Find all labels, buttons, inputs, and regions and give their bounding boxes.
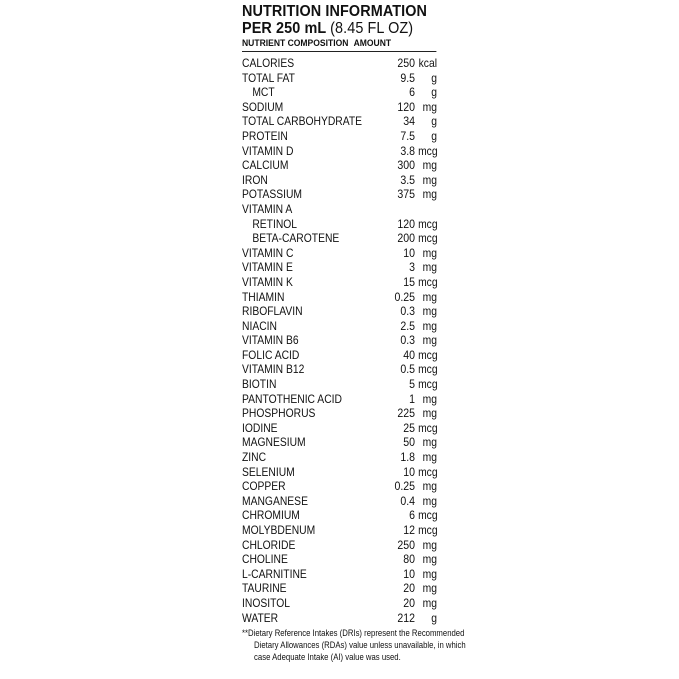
table-row: [242, 552, 437, 567]
nutrient-unit: g: [431, 70, 437, 85]
nutrient-unit: mg: [422, 172, 437, 187]
nutrient-name: PROTEIN: [242, 128, 288, 143]
nutrient-amount: 2.5: [400, 318, 415, 333]
nutrient-amount: 212: [397, 610, 415, 625]
nutrient-unit: mg: [422, 187, 437, 202]
nutrient-name: VITAMIN A: [242, 201, 293, 216]
nutrient-unit: mg: [422, 595, 437, 610]
nutrient-name: RETINOL: [252, 216, 298, 231]
table-row: [242, 129, 437, 144]
table-row: [242, 202, 437, 217]
nutrient-amount: 10: [403, 245, 415, 260]
nutrient-amount: 0.3: [400, 304, 415, 319]
nutrient-unit: mg: [422, 289, 437, 304]
table-row: [242, 217, 437, 232]
table-row: [242, 144, 437, 159]
table-row: [242, 348, 437, 363]
nutrient-unit: mcg: [418, 464, 438, 479]
nutrient-amount: 0.3: [400, 333, 415, 348]
table-row: [242, 479, 437, 494]
nutrient-name: VITAMIN D: [242, 143, 294, 158]
nutrient-amount: 120: [397, 99, 415, 114]
nutrient-name: PHOSPHORUS: [242, 406, 316, 421]
nutrient-amount: 250: [397, 537, 415, 552]
nutrient-amount: 50: [403, 435, 415, 450]
nutrient-amount: 10: [403, 566, 415, 581]
nutrient-name: CHOLINE: [242, 552, 288, 567]
nutrient-name: VITAMIN K: [242, 274, 293, 289]
nutrient-name: MOLYBDENUM: [242, 523, 316, 537]
nutrient-unit: mcg: [418, 362, 438, 377]
nutrient-unit: mg: [422, 158, 437, 173]
nutrient-unit: mg: [422, 391, 437, 406]
nutrient-amount: 40: [403, 347, 415, 362]
nutrient-unit: mcg: [418, 508, 438, 523]
column-headers: [242, 38, 436, 52]
nutrient-unit: g: [431, 128, 437, 143]
table-row: [242, 465, 437, 480]
nutrient-unit: mg: [422, 479, 437, 494]
nutrient-unit: mg: [422, 581, 437, 596]
table-row: [242, 435, 437, 450]
table-row: [242, 494, 437, 509]
nutrient-name: CHROMIUM: [242, 508, 300, 523]
nutrient-unit: mg: [422, 99, 437, 114]
nutrient-unit: [418, 202, 437, 217]
nutrient-amount: 250: [397, 56, 415, 70]
nutrient-amount: 120: [397, 216, 415, 231]
nutrient-unit: mg: [422, 260, 437, 275]
nutrient-name: ZINC: [242, 450, 267, 465]
nutrient-amount: 5: [409, 377, 415, 392]
nutrient-name: WATER: [242, 610, 279, 625]
table-row: [242, 538, 437, 553]
nutrient-amount: 6: [409, 508, 415, 523]
nutrient-unit: mcg: [418, 216, 438, 231]
nutrient-amount: [367, 202, 415, 217]
nutrient-name: VITAMIN C: [242, 245, 294, 260]
nutrient-unit: mcg: [418, 377, 438, 392]
nutrient-name: CALORIES: [242, 56, 295, 70]
table-row: [242, 158, 437, 173]
nutrient-name: CHLORIDE: [242, 537, 296, 552]
nutrient-unit: mcg: [418, 274, 438, 289]
nutrient-amount: 0.25: [394, 289, 415, 304]
nutrient-name: SELENIUM: [242, 464, 295, 479]
table-row: [242, 333, 437, 348]
table-row: [242, 406, 437, 421]
nutrient-name: FOLIC ACID: [242, 347, 300, 362]
table-row: [242, 421, 437, 436]
nutrient-amount: 3: [409, 260, 415, 275]
table-row: [242, 231, 437, 246]
nutrient-unit: mg: [422, 552, 437, 567]
table-row: [242, 260, 437, 275]
table-row: [242, 611, 437, 626]
nutrient-unit: mg: [422, 493, 437, 508]
nutrient-unit: mg: [422, 537, 437, 552]
nutrient-unit: kcal: [418, 56, 437, 70]
table-row: [242, 362, 437, 377]
nutrient-amount: 9.5: [400, 70, 415, 85]
nutrient-unit: mg: [422, 406, 437, 421]
nutrient-name: SODIUM: [242, 99, 284, 114]
nutrient-table: [242, 56, 437, 625]
nutrient-name: L-CARNITINE: [242, 566, 307, 581]
nutrition-panel: [242, 3, 437, 625]
nutrient-name: TOTAL FAT: [242, 70, 295, 85]
nutrient-amount: 3.8: [400, 143, 415, 158]
serving-size-bold: PER 250 mL: [242, 20, 327, 37]
nutrient-name: VITAMIN B12: [242, 362, 305, 377]
nutrient-name: THIAMIN: [242, 289, 285, 304]
nutrient-unit: mg: [422, 333, 437, 348]
nutrient-name: IODINE: [242, 420, 278, 435]
nutrient-name: RIBOFLAVIN: [242, 304, 303, 319]
nutrient-name: NIACIN: [242, 318, 277, 333]
table-row: [242, 523, 437, 538]
nutrient-name: TOTAL CARBOHYDRATE: [242, 114, 363, 129]
nutrient-amount: 0.25: [394, 479, 415, 494]
nutrient-name: MAGNESIUM: [242, 435, 306, 450]
table-row: [242, 290, 437, 305]
table-row: [242, 508, 437, 523]
serving-size-floz: (8.45 FL OZ): [330, 20, 414, 37]
nutrient-name: PANTOTHENIC ACID: [242, 391, 342, 406]
nutrient-unit: mg: [422, 304, 437, 319]
nutrient-name: VITAMIN E: [242, 260, 293, 275]
footnote-line: Dietary Allowances (RDAs) value unless unavailable, in which: [254, 640, 466, 650]
table-row: [242, 377, 437, 392]
nutrient-name: BETA-CAROTENE: [252, 231, 340, 246]
nutrient-name: MCT: [252, 85, 275, 100]
nutrient-unit: g: [431, 85, 437, 100]
nutrient-amount: 20: [403, 581, 415, 596]
nutrient-amount: 34: [403, 114, 415, 129]
table-row: [242, 450, 437, 465]
nutrient-name: TAURINE: [242, 581, 287, 596]
table-row: [242, 71, 437, 86]
nutrient-name: BIOTIN: [242, 377, 277, 392]
nutrient-name: VITAMIN B6: [242, 333, 299, 348]
nutrient-amount: 0.5: [400, 362, 415, 377]
footnote-line: case Adequate Intake (AI) value was used.: [254, 652, 401, 662]
table-row: [242, 187, 437, 202]
serving-size: [242, 20, 423, 37]
table-row: [242, 246, 437, 261]
nutrient-unit: mg: [422, 566, 437, 581]
nutrient-amount: 375: [397, 187, 415, 202]
nutrient-name: CALCIUM: [242, 158, 289, 173]
nutrient-amount: 1.8: [400, 450, 415, 465]
nutrient-name: POTASSIUM: [242, 187, 303, 202]
nutrient-amount: 6: [409, 85, 415, 100]
nutrient-unit: mg: [422, 450, 437, 465]
table-row: [242, 173, 437, 188]
nutrient-unit: mcg: [418, 523, 438, 537]
nutrient-name: MANGANESE: [242, 493, 308, 508]
nutrient-amount: 15: [403, 274, 415, 289]
nutrient-amount: 225: [397, 406, 415, 421]
nutrient-name: IRON: [242, 172, 268, 187]
nutrient-amount: 200: [397, 231, 415, 246]
nutrient-unit: g: [431, 610, 437, 625]
nutrient-amount: 25: [403, 420, 415, 435]
nutrient-unit: mg: [422, 318, 437, 333]
nutrient-amount: 1: [409, 391, 415, 406]
nutrient-amount: 12: [403, 523, 415, 537]
panel-title: NUTRITION INFORMATION: [242, 3, 428, 20]
nutrient-amount: 3.5: [400, 172, 415, 187]
table-row: [242, 392, 437, 407]
table-row: [242, 275, 437, 290]
nutrient-unit: mg: [422, 245, 437, 260]
amount-column-header: AMOUNT: [353, 38, 392, 49]
table-row: [242, 581, 437, 596]
nutrient-unit: g: [431, 114, 437, 129]
nutrient-unit: mcg: [418, 347, 438, 362]
table-row: [242, 114, 437, 129]
table-row: [242, 100, 437, 115]
nutrient-name: INOSITOL: [242, 595, 290, 610]
table-row: [242, 319, 437, 334]
nutrient-amount: 80: [403, 552, 415, 567]
nutrient-unit: mcg: [418, 420, 438, 435]
table-row: [242, 85, 437, 100]
nutrient-amount: 7.5: [400, 128, 415, 143]
nutrient-column-header: NUTRIENT COMPOSITION: [242, 38, 349, 49]
nutrient-name: COPPER: [242, 479, 286, 494]
footnote: [242, 627, 466, 663]
table-row: [242, 596, 437, 611]
nutrient-unit: mcg: [418, 143, 438, 158]
nutrient-unit: mcg: [418, 231, 438, 246]
table-row: [242, 304, 437, 319]
nutrient-amount: 20: [403, 595, 415, 610]
nutrient-amount: 300: [397, 158, 415, 173]
footnote-line: **Dietary Reference Intakes (DRIs) represent the Recommended: [242, 628, 465, 638]
table-row: [242, 567, 437, 582]
nutrient-amount: 10: [403, 464, 415, 479]
table-row: [242, 56, 437, 71]
nutrient-unit: mg: [422, 435, 437, 450]
nutrient-amount: 0.4: [400, 493, 415, 508]
